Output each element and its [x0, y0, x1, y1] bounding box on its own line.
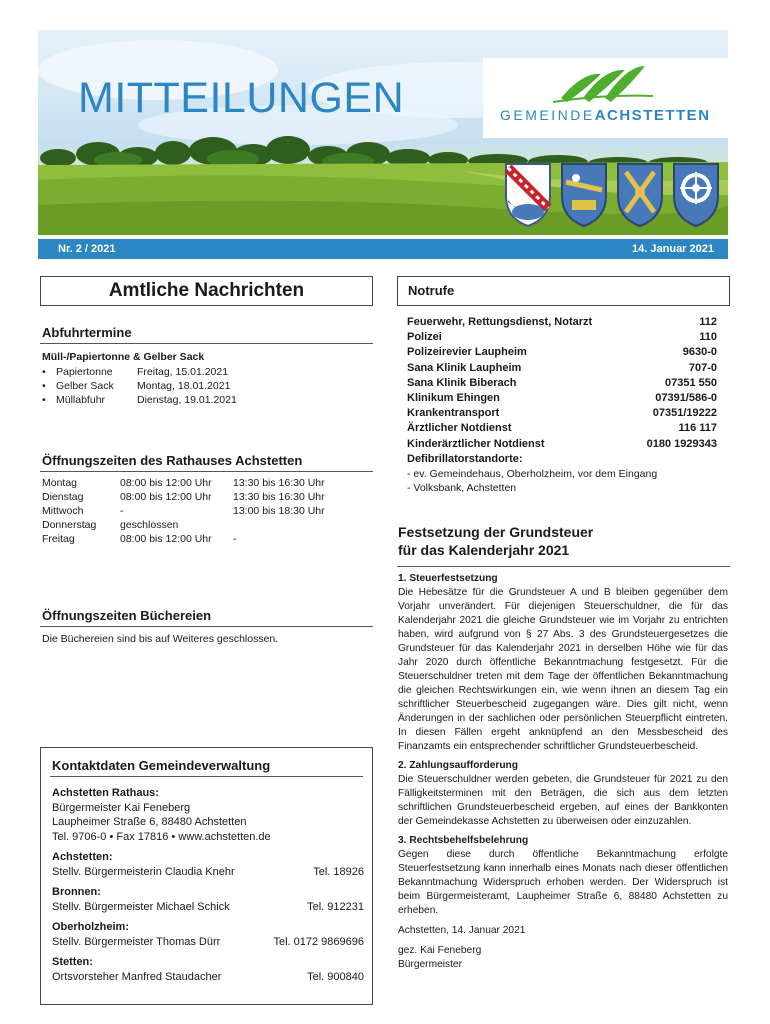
- afternoon-cell: 13:30 bis 16:30 Uhr: [233, 491, 325, 503]
- service-name: Ärztlicher Notdienst: [407, 422, 512, 435]
- emergency-row: [407, 315, 717, 330]
- issue-bar: [38, 239, 728, 259]
- emergency-row: [407, 361, 717, 376]
- rathaus-hours-table: [42, 476, 372, 546]
- issue-number: Nr. 2 / 2021: [58, 243, 116, 255]
- abfuhr-item-date: Dienstag, 19.01.2021: [137, 394, 237, 406]
- contact-entry: [52, 970, 364, 985]
- section-text: Gegen diese durch öffentliche Bekanntmachung erfolgte Steuerfestsetzung kann innerhalb eines Monats nach dieser öffentlichen Bekanntmachung Widerspruch erhoben werden. Der Widerspruch ist beim Bürgermeisteramt, Laupheimer Straße 6, 88480 Achstetten zu erheben.: [398, 849, 728, 916]
- abfuhr-heading: Abfuhrtermine: [42, 325, 132, 340]
- afternoon-cell: -: [233, 533, 237, 545]
- contact-place: Stetten:: [52, 956, 93, 968]
- bullet: •: [42, 366, 46, 378]
- coat-of-arms-stetten-icon: [674, 164, 718, 226]
- service-name: Klinikum Ehingen: [407, 392, 500, 405]
- abfuhr-item-name: Müllabfuhr: [56, 394, 106, 406]
- contact-person: Stellv. Bürgermeister Thomas Dürr: [52, 935, 221, 948]
- section-title: 2. Zahlungsaufforderung: [398, 760, 518, 771]
- service-number: 0180 1929343: [646, 437, 717, 450]
- bullet: •: [42, 380, 46, 392]
- table-row: [42, 518, 372, 532]
- contact-person: Ortsvorsteher Manfred Staudacher: [52, 970, 222, 983]
- service-number: 116 117: [678, 422, 717, 435]
- morning-cell: geschlossen: [120, 519, 179, 531]
- defibrillator-label: Defibrillatorstandorte:: [407, 452, 523, 465]
- logo-wordmark: [500, 107, 711, 124]
- emergency-row: [407, 421, 717, 436]
- logo-prefix: GEMEINDE: [500, 107, 595, 123]
- defibrillator-location: - Volksbank, Achstetten: [407, 482, 517, 495]
- section-title: 1. Steuerfestsetzung: [398, 573, 498, 584]
- list-item: [42, 393, 372, 407]
- contact-place: Bronnen:: [52, 886, 101, 898]
- service-name: Sana Klinik Biberach: [407, 376, 517, 389]
- municipality-logo: [483, 58, 728, 138]
- emergency-row: [407, 437, 717, 452]
- day-cell: Montag: [42, 477, 78, 489]
- emergency-numbers: [407, 315, 717, 495]
- service-number: 07391/586-0: [655, 392, 717, 405]
- defibrillator-location: - ev. Gemeindehaus, Oberholzheim, vor dem Eingang: [407, 468, 658, 481]
- emergency-row: [407, 376, 717, 391]
- contact-phone: Tel. 912231: [307, 900, 364, 913]
- section-title: 3. Rechtsbehelfsbelehrung: [398, 835, 529, 846]
- contact-phone: Tel. 0172 9869696: [273, 935, 364, 948]
- contact-phone: Tel. 900840: [307, 970, 364, 983]
- contact-line: Tel. 9706-0 • Fax 17816 • www.achstetten.de: [52, 830, 271, 843]
- bullet: •: [42, 394, 46, 406]
- property-tax-heading: Festsetzung der Grundsteuer für das Kalenderjahr 2021: [398, 524, 594, 558]
- day-cell: Mittwoch: [42, 505, 84, 517]
- afternoon-cell: 13:30 bis 16:30 Uhr: [233, 477, 325, 489]
- morning-cell: 08:00 bis 12:00 Uhr: [120, 491, 212, 503]
- signature-title: Bürgermeister: [398, 959, 462, 970]
- service-name: Sana Klinik Laupheim: [407, 361, 522, 374]
- abfuhr-item-name: Papiertonne: [56, 366, 113, 378]
- morning-cell: -: [120, 505, 124, 517]
- service-number: 9630-0: [682, 346, 717, 359]
- list-item: [42, 379, 372, 393]
- table-row: [42, 504, 372, 518]
- library-hours-heading: Öffnungszeiten Büchereien: [42, 608, 212, 623]
- day-cell: Freitag: [42, 533, 75, 545]
- contact-rathaus-label: Achstetten Rathaus:: [52, 787, 159, 799]
- contact-phone: Tel. 18926: [313, 865, 364, 878]
- coats-of-arms: [500, 160, 720, 230]
- divider: [40, 343, 373, 344]
- table-row: [42, 490, 372, 504]
- divider: [40, 471, 373, 472]
- service-name: Kinderärztlicher Notdienst: [407, 437, 545, 450]
- emergency-row: [407, 330, 717, 345]
- divider: [40, 626, 373, 627]
- table-row: [42, 476, 372, 490]
- abfuhr-subheading: Müll-/Papiertonne & Gelber Sack: [42, 351, 205, 363]
- coat-of-arms-oberholzheim-icon: [618, 164, 662, 226]
- emergency-row: [407, 345, 717, 360]
- contact-entry: [52, 900, 364, 915]
- contact-person: Stellv. Bürgermeisterin Claudia Knehr: [52, 865, 235, 878]
- abfuhr-item-date: Freitag, 15.01.2021: [137, 366, 229, 378]
- contact-line: Laupheimer Straße 6, 88480 Achstetten: [52, 816, 247, 828]
- logo-leaves-icon: [483, 58, 728, 138]
- issue-date: 14. Januar 2021: [632, 243, 714, 255]
- contact-place: Oberholzheim:: [52, 921, 130, 933]
- contact-entry: [52, 935, 364, 950]
- list-item: [42, 365, 372, 379]
- morning-cell: 08:00 bis 12:00 Uhr: [120, 477, 212, 489]
- contact-person: Stellv. Bürgermeister Michael Schick: [52, 900, 230, 913]
- contact-details: [52, 786, 364, 984]
- abfuhr-item-date: Montag, 18.01.2021: [137, 380, 231, 392]
- emergency-row: [407, 406, 717, 421]
- section-heading-amtliche-nachrichten: Amtliche Nachrichten: [40, 276, 373, 306]
- divider: [50, 776, 363, 777]
- abfuhr-list: [42, 365, 372, 407]
- library-notice: Die Büchereien sind bis auf Weiteres geschlossen.: [42, 633, 279, 645]
- divider: [397, 566, 730, 567]
- contact-line: Bürgermeister Kai Feneberg: [52, 801, 191, 814]
- contact-place: Achstetten:: [52, 851, 113, 863]
- coat-of-arms-achstetten-icon: [506, 164, 550, 226]
- newsletter-title: MITTEILUNGEN: [78, 74, 405, 122]
- service-name: Polizeirevier Laupheim: [407, 346, 527, 359]
- service-name: Feuerwehr, Rettungsdienst, Notarzt: [407, 316, 593, 328]
- day-cell: Donnerstag: [42, 519, 97, 531]
- service-name: Krankentransport: [407, 407, 500, 420]
- section-text: Die Steuerschuldner werden gebeten, die Grundsteuer für 2021 zu den Fälligkeitsterminen mit den Beträgen, die sich aus dem letzten schriftlichen Grundsteuerbescheid ergeben, auf eines der Bankkonten der Gemeindekasse Achstetten zu überweisen oder einzuzahlen.: [398, 774, 728, 827]
- contact-entry: [52, 865, 364, 880]
- signature: gez. Kai Feneberg: [398, 945, 482, 956]
- service-number: 707-0: [688, 361, 717, 374]
- service-number: 07351 550: [665, 376, 717, 389]
- service-name: Polizei: [407, 331, 442, 344]
- service-number: 110: [699, 331, 717, 344]
- property-tax-body: [398, 572, 728, 972]
- section-text: Die Hebesätze für die Grundsteuer A und B bleiben gegenüber dem Vorjahr unverändert. Für diejenigen Steuerschuldner, die für das Kalenderjahr 2021 die gleiche Grundsteuer wie im Vorjahr zu entrichten haben, wird aufgrund von § 27 Abs. 3 des Grundsteuergesetzes die Grundsteuer für das Kalenderjahr 2021 in derselben Höhe wie für das Jahr 2020 durch öffentliche Bekanntmachung festgesetzt. Für die Steuerschuldner treten mit dem Tage der öffentlichen Bekanntmachung die gleichen Rechtswirkungen ein, wie wenn ihnen an diesem Tag ein schriftlicher Steuerbescheid zugegangen wäre. Dies gilt nicht, wenn Änderungen in der sachlichen oder persönlichen Steuerpflicht eintreten. In diesen Fällen ergeht anknüpfend an den Messbescheid des Finanzamts ein entsprechender schriftlicher Grundsteuerbescheid.: [398, 587, 728, 752]
- table-row: [42, 532, 372, 546]
- place-and-date: Achstetten, 14. Januar 2021: [398, 925, 526, 936]
- rathaus-hours-heading: Öffnungszeiten des Rathauses Achstetten: [42, 453, 303, 468]
- abfuhr-item-name: Gelber Sack: [56, 380, 114, 392]
- logo-name: ACHSTETTEN: [594, 107, 711, 124]
- service-number: 07351/19222: [652, 407, 717, 420]
- service-number: 112: [699, 316, 717, 328]
- emergency-heading: Notrufe: [397, 276, 730, 306]
- contact-heading: Kontaktdaten Gemeindeverwaltung: [52, 758, 271, 773]
- afternoon-cell: 13:00 bis 18:30 Uhr: [233, 505, 325, 517]
- day-cell: Dienstag: [42, 491, 84, 503]
- coat-of-arms-bronnen-icon: [562, 164, 606, 226]
- morning-cell: 08:00 bis 12:00 Uhr: [120, 533, 212, 545]
- emergency-row: [407, 391, 717, 406]
